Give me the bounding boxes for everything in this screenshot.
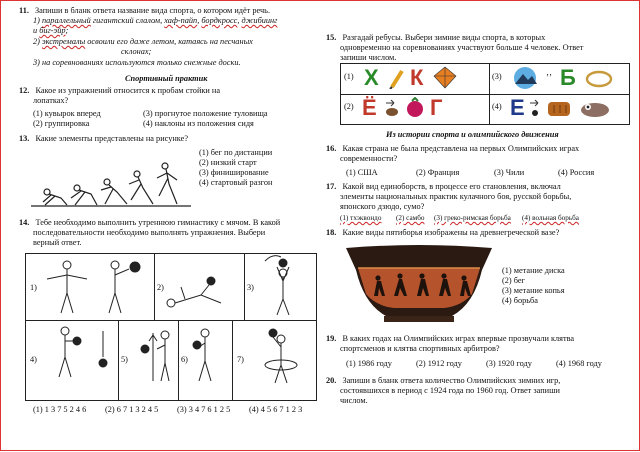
- q20-number: 20.: [326, 376, 337, 385]
- q12-option-3: (3) прогнутое положение туловища: [143, 109, 268, 118]
- q17-option-1-text: (1) тхэквондо: [340, 214, 382, 222]
- question-13: [19, 134, 188, 144]
- right-column: [326, 1, 626, 452]
- question-18: [326, 228, 559, 238]
- q11-opt1-text: гигантский слалом,: [90, 16, 165, 25]
- rebus-3-letter-b: Б: [560, 65, 576, 90]
- exercise-label-7: 7): [237, 355, 244, 364]
- rebus-2-letter-g: Г: [430, 95, 443, 120]
- q12-number: 12.: [19, 86, 30, 95]
- q17-option-3: [434, 214, 511, 223]
- q12-option-4: (4) наклоны из положения сидя: [143, 119, 254, 128]
- q11-option-1: [33, 16, 277, 26]
- rebus-4-letter-e: Е: [510, 95, 525, 120]
- q19-option-2: (2) 1912 году: [416, 359, 462, 368]
- rebus-3-commas: ‚‚: [546, 67, 552, 77]
- q14-text-line1: Тебе необходимо выполнить утреннюю гимнастику с мячом. В какой: [35, 218, 281, 227]
- q14-text-line3: верный ответ.: [33, 238, 82, 247]
- q20-text-line2: состоявшихся в период с 1924 года по 1960 год. Ответ запиши: [340, 386, 560, 395]
- q18-option-1: (1) метание диска: [502, 266, 565, 275]
- exercise-figures: [25, 253, 317, 401]
- q13-text: Какие элементы представлены на рисунке?: [35, 134, 189, 143]
- q14-answer-2: (2) 6 7 1 3 2 4 5: [105, 405, 159, 414]
- mountain-icon: [510, 66, 540, 90]
- q11-opt2-word-extreme: экстремалы: [42, 37, 86, 46]
- rebus-label-4: (4): [492, 102, 502, 111]
- q11-text: Запиши в бланк ответа название вида спорта, о котором идёт речь.: [35, 6, 271, 15]
- exercise-label-6: 6): [181, 355, 188, 364]
- arrow-icon: [528, 97, 542, 119]
- rebus-2-letter-yo: Ё: [362, 95, 377, 120]
- q16-option-4: (4) Россия: [558, 168, 595, 177]
- sprint-start-figures: [31, 148, 191, 210]
- greek-vase-image: [344, 244, 494, 324]
- q14-answer-1: (1) 1 3 7 5 2 4 6: [33, 405, 87, 414]
- q13-option-3: (3) финиширование: [199, 168, 269, 177]
- exercise-label-5: 5): [121, 355, 128, 364]
- q18-number: 18.: [326, 228, 337, 237]
- q11-opt1-semicolon: ;: [65, 26, 69, 35]
- question-17: [326, 182, 561, 192]
- q11-opt2-text: освоили его даже летом, катаясь на песчаных: [85, 37, 253, 46]
- q18-option-3: (3) метание копья: [502, 286, 565, 295]
- q11-opt1-comma: ,: [197, 16, 202, 25]
- q11-opt1-word-bigair: биг-эйр: [39, 26, 66, 35]
- q12-text-line1: Какое из упражнений относится к пробам стойки на: [35, 86, 221, 95]
- q14-answer-3: (3) 3 4 7 6 1 2 5: [177, 405, 231, 414]
- q11-opt1-word-parallel: параллельный: [42, 16, 91, 25]
- q16-option-2: (2) Франция: [416, 168, 460, 177]
- lasso-icon: [584, 69, 614, 89]
- q14-text-line2: последовательности необходимо выполнять упражнения. Выбери: [33, 228, 266, 237]
- q11-option-3: 3) на соревнованиях используются только снежные доски.: [33, 58, 241, 67]
- q18-option-4: (4) борьба: [502, 296, 538, 305]
- q13-option-2: (2) низкий старт: [199, 158, 257, 167]
- q20-text-line1: Запиши в бланк ответа количество Олимпийских зимних игр,: [342, 376, 561, 385]
- hedgehog-arrow-icon: [384, 97, 400, 119]
- section-title-sport-practice: Спортивный практик: [125, 74, 208, 83]
- q11-opt1-number: 1): [33, 16, 40, 25]
- q16-number: 16.: [326, 144, 337, 153]
- q15-text-line1: Разгадай ребусы. Выбери зимние виды спорта, в которых: [342, 33, 546, 42]
- q11-opt1-comma2: ,: [237, 16, 242, 25]
- question-19: [326, 334, 574, 344]
- q17-text-line3: японского дзюдо, сумо?: [340, 202, 425, 211]
- q11-opt1-and: и: [33, 26, 40, 35]
- left-column: [11, 1, 314, 452]
- q17-option-4: [522, 214, 579, 223]
- q16-option-3: (3) Чили: [494, 168, 525, 177]
- bread-icon: [546, 97, 574, 119]
- q19-text-line2: спортсменов и клятва спортивных арбитров?: [340, 344, 500, 353]
- q16-text-line2: современности?: [340, 154, 398, 163]
- q12-option-2: (2) группировка: [33, 119, 90, 128]
- q13-number: 13.: [19, 134, 30, 143]
- q14-number: 14.: [19, 218, 30, 227]
- q11-option-2-cont: склонах;: [121, 47, 152, 56]
- raspberry-icon: [404, 97, 426, 119]
- q13-option-4: (4) стартовый разгон: [199, 178, 273, 187]
- q17-option-4-text: (4) вольная борьба: [522, 214, 579, 222]
- exercise-label-4: 4): [30, 355, 37, 364]
- q17-option-2: [396, 214, 424, 223]
- question-11: [19, 6, 270, 16]
- exercise-label-1: 1): [30, 283, 37, 292]
- question-16: [326, 144, 579, 154]
- q11-opt1-word-jibbing: джибиинг: [241, 16, 278, 25]
- q11-option-1-cont: [33, 26, 68, 36]
- pencil-icon: [388, 67, 406, 89]
- q19-text-line1: В каких годах на Олимпийских играх впервые прозвучали клятва: [342, 334, 575, 343]
- q11-opt1-word-halfpipe: хаф-пайп: [164, 16, 198, 25]
- kite-icon: [432, 66, 458, 90]
- rebus-label-3: (3): [492, 72, 502, 81]
- q14-answer-4: (4) 4 5 6 7 1 2 3: [249, 405, 303, 414]
- q15-text-line3: запиши числом.: [340, 53, 397, 62]
- q17-text-line2: элементы национальных практик кулачного боя, русской борьбы,: [340, 192, 572, 201]
- q19-option-1: (1) 1986 году: [346, 359, 392, 368]
- question-20: [326, 376, 560, 386]
- q11-number: 11.: [19, 6, 29, 15]
- q18-option-2: (2) бег: [502, 276, 525, 285]
- q17-number: 17.: [326, 182, 337, 191]
- q17-option-2-text: (2) самбо: [396, 214, 425, 222]
- q15-number: 15.: [326, 33, 337, 42]
- question-15: [326, 33, 545, 43]
- q17-option-3-text: (3) греко-римская борьба: [434, 214, 511, 222]
- animal-icon: [578, 97, 612, 119]
- q19-number: 19.: [326, 334, 337, 343]
- q12-text-line2: лопатках?: [33, 96, 69, 105]
- section-title-olympic-history: Из истории спорта и олимпийского движения: [386, 130, 559, 139]
- q13-option-1: (1) бег по дистанции: [199, 148, 273, 157]
- q17-option-1: [340, 214, 381, 223]
- q12-option-1: (1) кувырок вперед: [33, 109, 101, 118]
- rebus-label-2: (2): [344, 102, 354, 111]
- q18-text: Какие виды пятиборья изображены на древнегреческой вазе?: [342, 228, 560, 237]
- q15-text-line2: одновременно на соревнованиях участвуют больше 4 человек. Ответ: [340, 43, 584, 52]
- exercise-label-2: 2): [157, 283, 164, 292]
- exercise-label-3: 3): [247, 283, 254, 292]
- q20-text-line3: числом.: [340, 396, 368, 405]
- q16-text-line1: Какая страна не была представлена на первых Олимпийских играх: [342, 144, 580, 153]
- question-14: [19, 218, 280, 228]
- q11-opt2-number: 2): [33, 37, 40, 46]
- q19-option-3: (3) 1920 году: [486, 359, 532, 368]
- rebus-1-letter-x: Х: [364, 65, 379, 90]
- question-12: [19, 86, 220, 96]
- rebus-1-letter-k: К: [410, 65, 424, 90]
- rebus-label-1: (1): [344, 72, 354, 81]
- q17-text-line1: Какой вид единоборств, в процессе его становления, включал: [342, 182, 561, 191]
- q11-option-2: [33, 37, 253, 47]
- q11-opt1-word-boardercross: бордкросс: [201, 16, 238, 25]
- q19-option-4: (4) 1968 году: [556, 359, 602, 368]
- q16-option-1: (1) США: [346, 168, 378, 177]
